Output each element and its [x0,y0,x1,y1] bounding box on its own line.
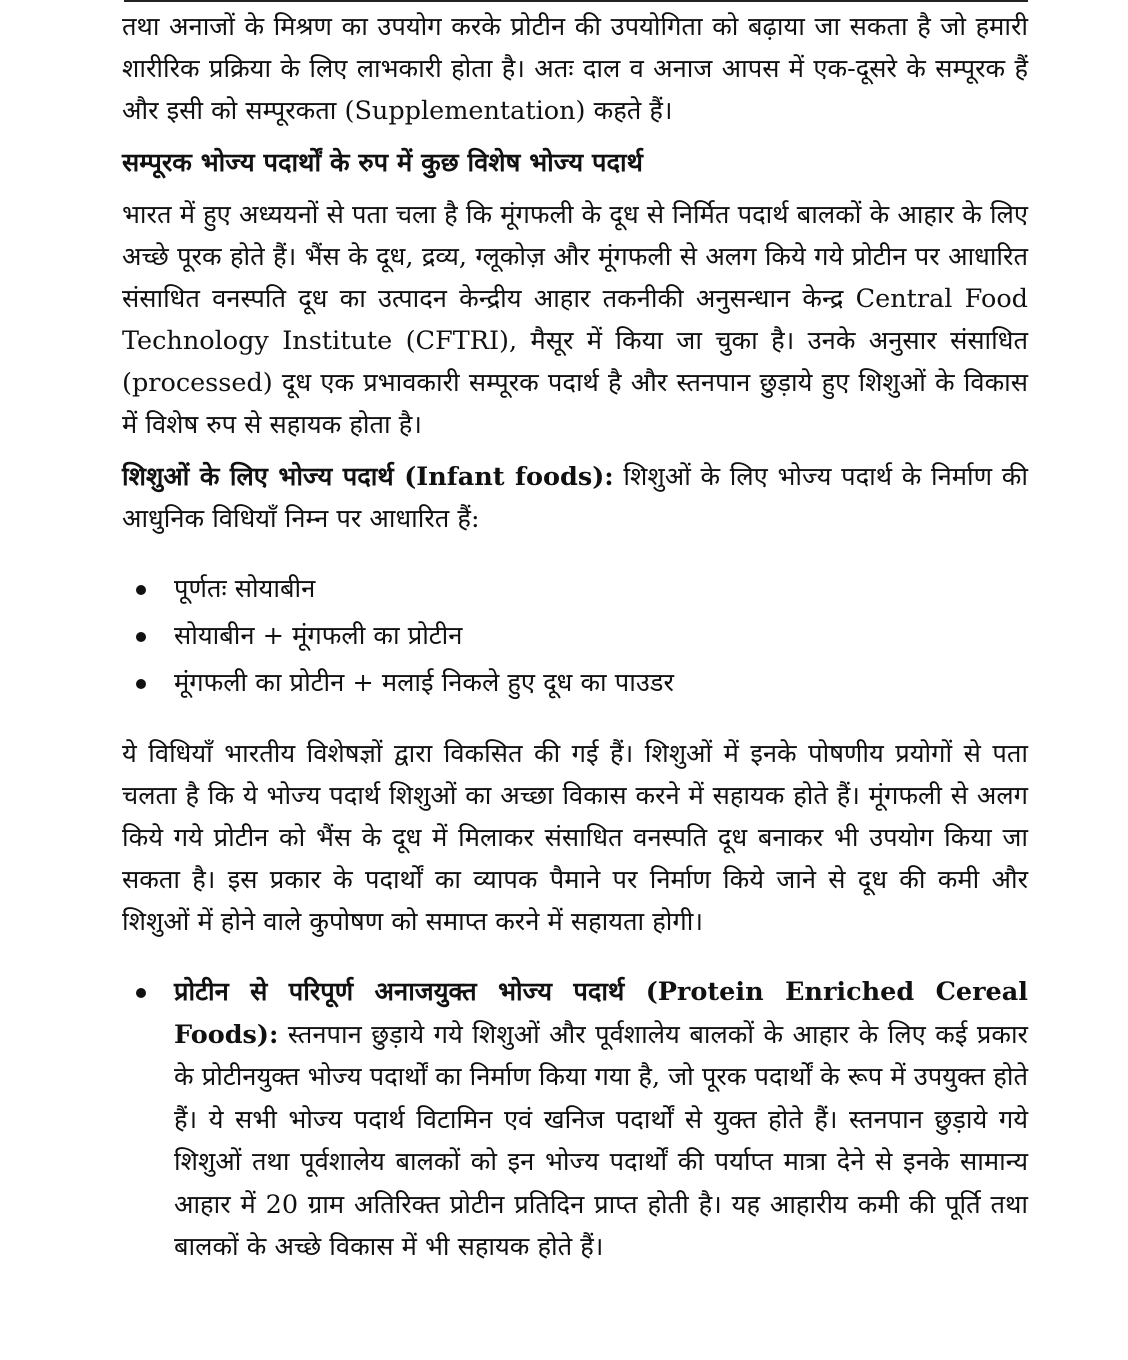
cereal-foods-paragraph [174,971,1028,1269]
section-heading: सम्पूरक भोज्य पदार्थों के रुप में कुछ विशेष भोज्य पदार्थ [122,148,643,178]
document-page [122,6,1028,1269]
top-rule [124,0,1028,2]
methods-paragraph: ये विधियाँ भारतीय विशेषज्ञों द्वारा विकसित की गई हैं। शिशुओं में इनके पोषणीय प्रयोगों से पता चलता है कि ये भोज्य पदार्थ शिशुओं का अच्छा विकास करने में सहायक होते हैं। मूंगफली से अलग किये गये प्रोटीन को भैंस के दूध में मिलाकर संसाधित वनस्पति दूध बनाकर भी उपयोग किया जा सकता है। इस प्रकार के पदार्थों का व्यापक पैमाने पर निर्माण किये जाने से दूध की कमी और शिशुओं में होने वाले कुपोषण को समाप्त करने में सहायता होगी। [122,739,1028,937]
bullet-icon [136,988,146,998]
cereal-foods-item [122,971,1028,1269]
list-item [122,566,1028,613]
infant-foods-lead: शिशुओं के लिए भोज्य पदार्थ (Infant foods): [122,462,614,492]
bullet-icon [136,585,146,595]
infant-foods-paragraph [122,456,1028,540]
list-item-text: मूंगफली का प्रोटीन + मलाई निकले हुए दूध का पाउडर [174,668,674,698]
cereal-foods-text: स्तनपान छुड़ाये गये शिशुओं और पूर्वशालेय बालकों के आहार के लिए कई प्रकार के प्रोटीनयुक्त भोज्य पदार्थों का निर्माण किया गया है, जो पूरक पदार्थों के रूप में उपयुक्त होते हैं। ये सभी भोज्य पदार्थ विटामिन एवं खनिज पदार्थों से युक्त होते हैं। स्तनपान छुड़ाये गये शिशुओं तथा पूर्वशालेय बालकों को इन भोज्य पदार्थों की पर्याप्त मात्रा देने से इनके सामान्य आहार में 20 ग्राम अतिरिक्त प्रोटीन प्रतिदिन प्राप्त होती है। यह आहारीय कमी की पूर्ति तथा बालकों के अच्छे विकास में भी सहायक होते हैं। [174,1019,1028,1262]
list-item [122,613,1028,660]
list-item-text: पूर्णतः सोयाबीन [174,574,316,604]
cftri-paragraph: भारत में हुए अध्ययनों से पता चला है कि मूंगफली के दूध से निर्मित पदार्थ बालकों के आहार के लिए अच्छे पूरक होते हैं। भैंस के दूध, द्रव्य, ग्लूकोज़ और मूंगफली से अलग किये गये प्रोटीन पर आधारित संसाधित वनस्पति दूध का उत्पादन केन्द्रीय आहार तकनीकी अनुसन्धान केन्द्र Central Food Technology Institute (CFTRI), मैसूर में किया जा चुका है। उनके अनुसार संसाधित (processed) दूध एक प्रभावकारी सम्पूरक पदार्थ है और स्तनपान छुड़ाये हुए शिशुओं के विकास में विशेष रुप से सहायक होता है। [122,200,1028,440]
intro-paragraph: तथा अनाजों के मिश्रण का उपयोग करके प्रोटीन की उपयोगिता को बढ़ाया जा सकता है जो हमारी शारीरिक प्रक्रिया के लिए लाभकारी होता है। अतः दाल व अनाज आपस में एक-दूसरे के सम्पूरक हैं और इसी को सम्पूरकता (Supplementation) कहते हैं। [122,12,1028,126]
infant-foods-text: शिशुओं के लिए भोज्य पदार्थ के निर्माण की आधुनिक विधियाँ निम्न पर आधारित हैं: [122,462,1028,534]
bullet-icon [136,679,146,689]
methods-list [122,566,1028,707]
cereal-foods-lead: प्रोटीन से परिपूर्ण अनाजयुक्त भोज्य पदार्थ (Protein Enriched Cereal Foods): [174,977,1028,1050]
list-item [122,660,1028,707]
list-item-text: सोयाबीन + मूंगफली का प्रोटीन [174,621,463,651]
bullet-icon [136,632,146,642]
